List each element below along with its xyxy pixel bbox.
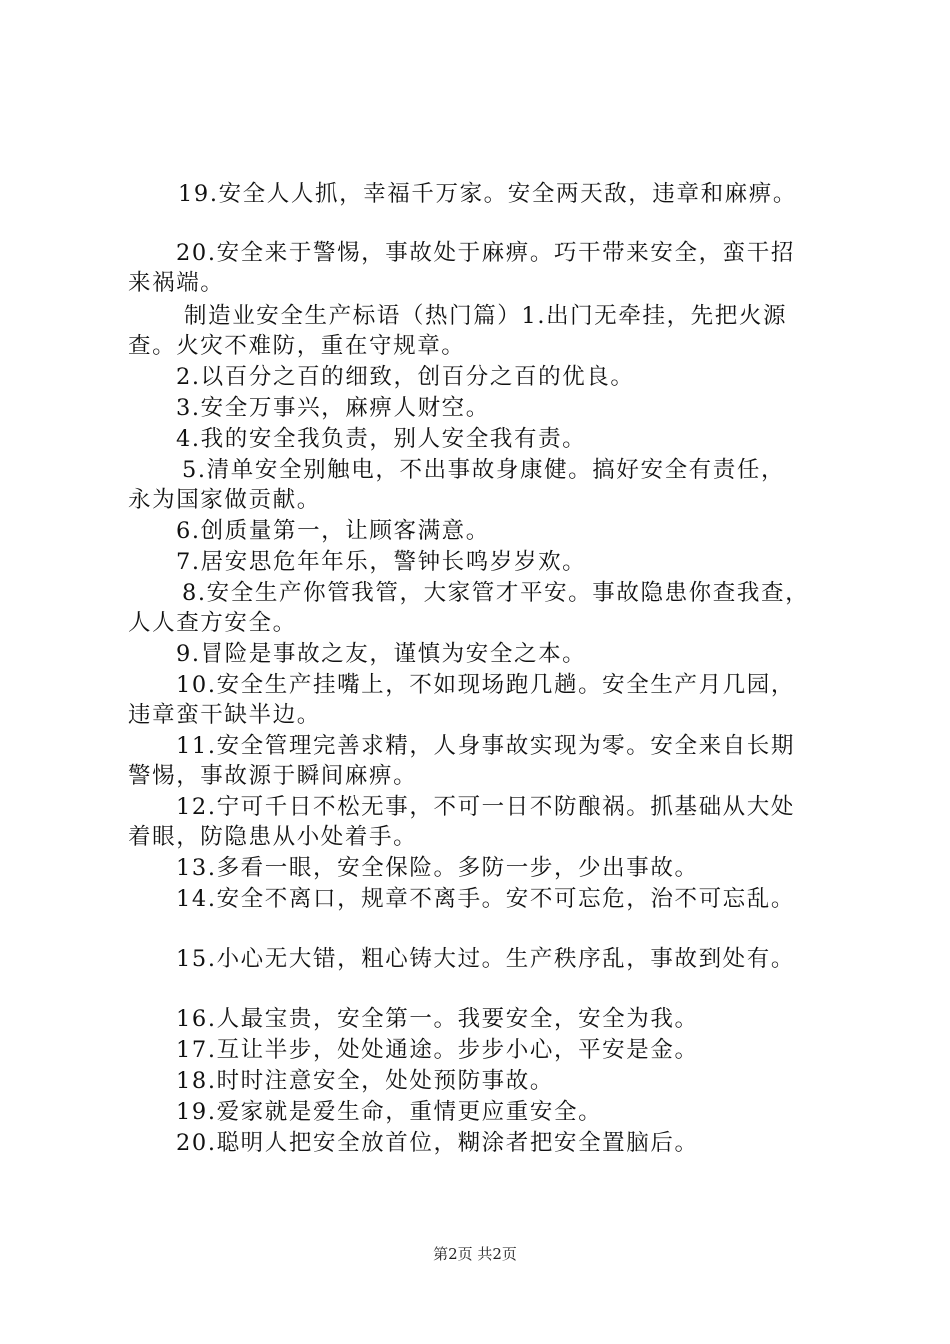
text-line: 19.爱家就是爱生命，重情更应重安全。 xyxy=(176,1099,603,1125)
text-line: 14.安全不离口，规章不离手。安不可忘危，治不可忘乱。 xyxy=(176,886,795,912)
text-line: 警惕，事故源于瞬间麻痹。 xyxy=(128,763,418,789)
text-line: 7.居安思危年年乐，警钟长鸣岁岁欢。 xyxy=(176,549,587,575)
text-line: 5.清单安全别触电，不出事故身康健。搞好安全有责任， xyxy=(182,457,786,483)
text-line: 6.创质量第一，让顾客满意。 xyxy=(176,518,490,544)
text-line: 查。火灾不难防，重在守规章。 xyxy=(128,333,466,359)
text-line: 9.冒险是事故之友，谨慎为安全之本。 xyxy=(176,641,587,667)
text-line: 3.安全万事兴，麻痹人财空。 xyxy=(176,395,490,421)
text-line: 违章蛮干缺半边。 xyxy=(128,702,321,728)
text-line: 18.时时注意安全，处处预防事故。 xyxy=(176,1068,554,1094)
text-line: 19.安全人人抓，幸福千万家。安全两天敌，违章和麻痹。 xyxy=(178,181,797,207)
text-line: 人人查方安全。 xyxy=(128,610,297,636)
text-line: 13.多看一眼，安全保险。多防一步，少出事故。 xyxy=(176,855,699,881)
text-line: 2.以百分之百的细致，创百分之百的优良。 xyxy=(176,364,635,390)
text-line: 永为国家做贡献。 xyxy=(128,487,321,513)
text-line: 4.我的安全我负责，别人安全我有责。 xyxy=(176,426,587,452)
text-line: 20.安全来于警惕，事故处于麻痹。巧干带来安全，蛮干招 xyxy=(176,240,795,266)
text-line: 来祸端。 xyxy=(128,270,225,296)
text-line: 20.聪明人把安全放首位，糊涂者把安全置脑后。 xyxy=(176,1130,699,1156)
text-line: 着眼，防隐患从小处着手。 xyxy=(128,824,418,850)
text-line: 16.人最宝贵，安全第一。我要安全，安全为我。 xyxy=(176,1006,699,1032)
text-line: 15.小心无大错，粗心铸大过。生产秩序乱，事故到处有。 xyxy=(176,946,795,972)
page-footer: 第2页 共2页 xyxy=(433,1245,517,1263)
text-line: 8.安全生产你管我管，大家管才平安。事故隐患你查我查， xyxy=(182,580,810,606)
text-line: 17.互让半步，处处通途。步步小心，平安是金。 xyxy=(176,1037,699,1063)
text-line: 10.安全生产挂嘴上，不如现场跑几趟。安全生产月几园， xyxy=(176,672,795,698)
text-line: 制造业安全生产标语（热门篇）1.出门无牵挂，先把火源 xyxy=(184,303,788,329)
text-line: 12.宁可千日不松无事，不可一日不防酿祸。抓基础从大处 xyxy=(176,794,795,820)
text-line: 11.安全管理完善求精，人身事故实现为零。安全来自长期 xyxy=(176,733,795,759)
